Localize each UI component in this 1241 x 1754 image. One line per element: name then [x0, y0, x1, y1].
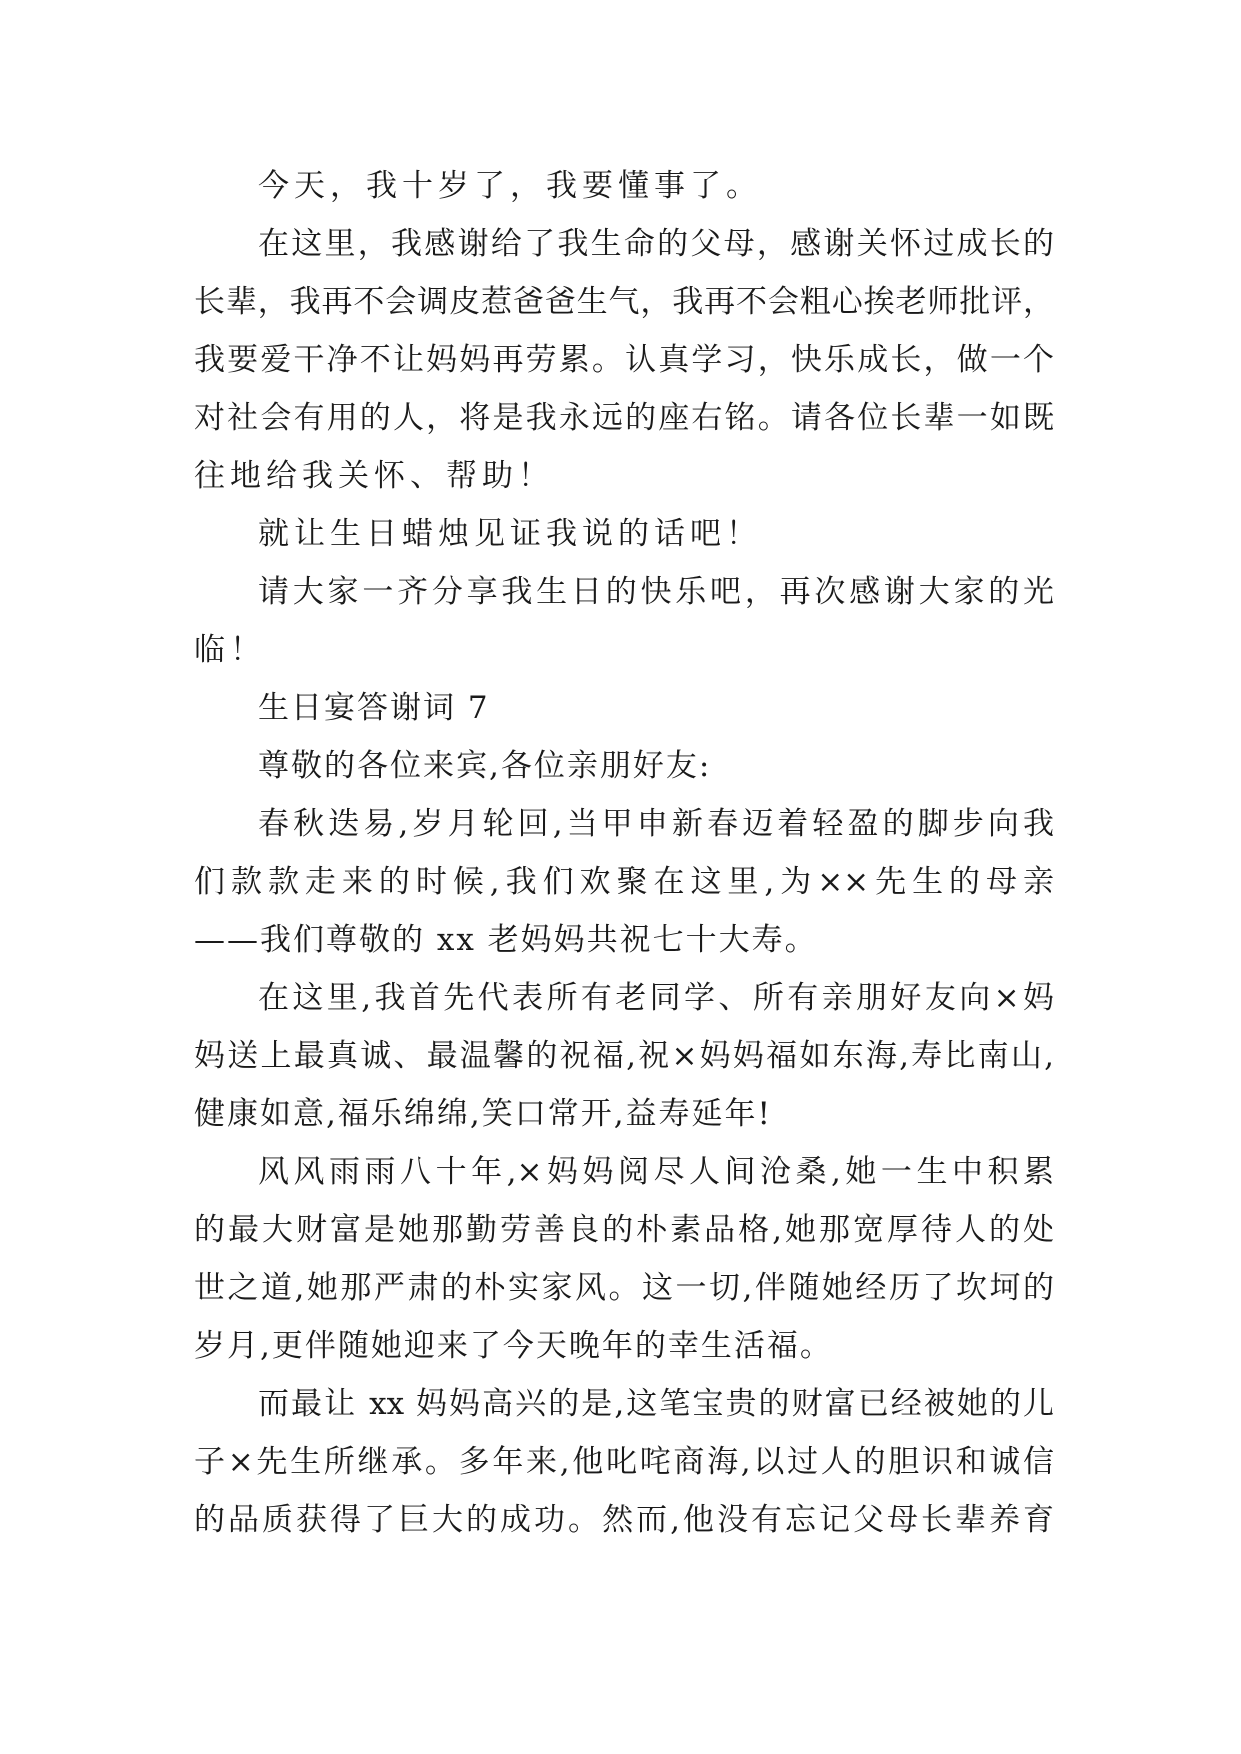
text-line: 请大家一齐分享我生日的快乐吧，再次感谢大家的光 [258, 574, 1054, 610]
text-line: 长辈，我再不会调皮惹爸爸生气，我再不会粗心挨老师批评， [194, 284, 1054, 320]
text-line: 子×先生所继承。多年来,他叱咤商海,以过人的胆识和诚信 [194, 1444, 1054, 1480]
text-line: 妈送上最真诚、最温馨的祝福,祝×妈妈福如东海,寿比南山, [194, 1038, 1054, 1074]
text-line: 们款款走来的时候,我们欢聚在这里,为××先生的母亲 [194, 864, 1054, 900]
text-line: 的最大财富是她那勤劳善良的朴素品格,她那宽厚待人的处 [194, 1212, 1054, 1248]
text-line: 健康如意,福乐绵绵,笑口常开,益寿延年! [194, 1096, 773, 1132]
text-line: 对社会有用的人，将是我永远的座右铭。请各位长辈一如既 [194, 400, 1054, 436]
text-line: 春秋迭易,岁月轮回,当甲申新春迈着轻盈的脚步向我 [258, 806, 1054, 842]
text-line: 今天，我十岁了，我要懂事了。 [258, 168, 762, 204]
text-line: 岁月,更伴随她迎来了今天晚年的幸生活福。 [194, 1328, 833, 1364]
text-line: 在这里,我首先代表所有老同学、所有亲朋好友向×妈 [258, 980, 1054, 1016]
text-line: 在这里，我感谢给了我生命的父母，感谢关怀过成长的 [258, 226, 1054, 262]
text-line: 我要爱干净不让妈妈再劳累。认真学习，快乐成长，做一个 [194, 342, 1054, 378]
text-line: 尊敬的各位来宾,各位亲朋好友: [258, 748, 712, 784]
text-line: 就让生日蜡烛见证我说的话吧！ [258, 516, 762, 552]
text-line: 的品质获得了巨大的成功。然而,他没有忘记父母长辈养育 [194, 1502, 1054, 1538]
text-line: 而最让 xx 妈妈高兴的是,这笔宝贵的财富已经被她的儿 [258, 1386, 1054, 1422]
text-line: 往地给我关怀、帮助！ [194, 458, 554, 494]
text-line: ——我们尊敬的 xx 老妈妈共祝七十大寿。 [194, 922, 818, 958]
section-heading: 生日宴答谢词 7 [258, 690, 490, 726]
text-line: 世之道,她那严肃的朴实家风。这一切,伴随她经历了坎坷的 [194, 1270, 1054, 1306]
text-line: 风风雨雨八十年,×妈妈阅尽人间沧桑,她一生中积累 [258, 1154, 1054, 1190]
text-line: 临！ [194, 632, 266, 668]
